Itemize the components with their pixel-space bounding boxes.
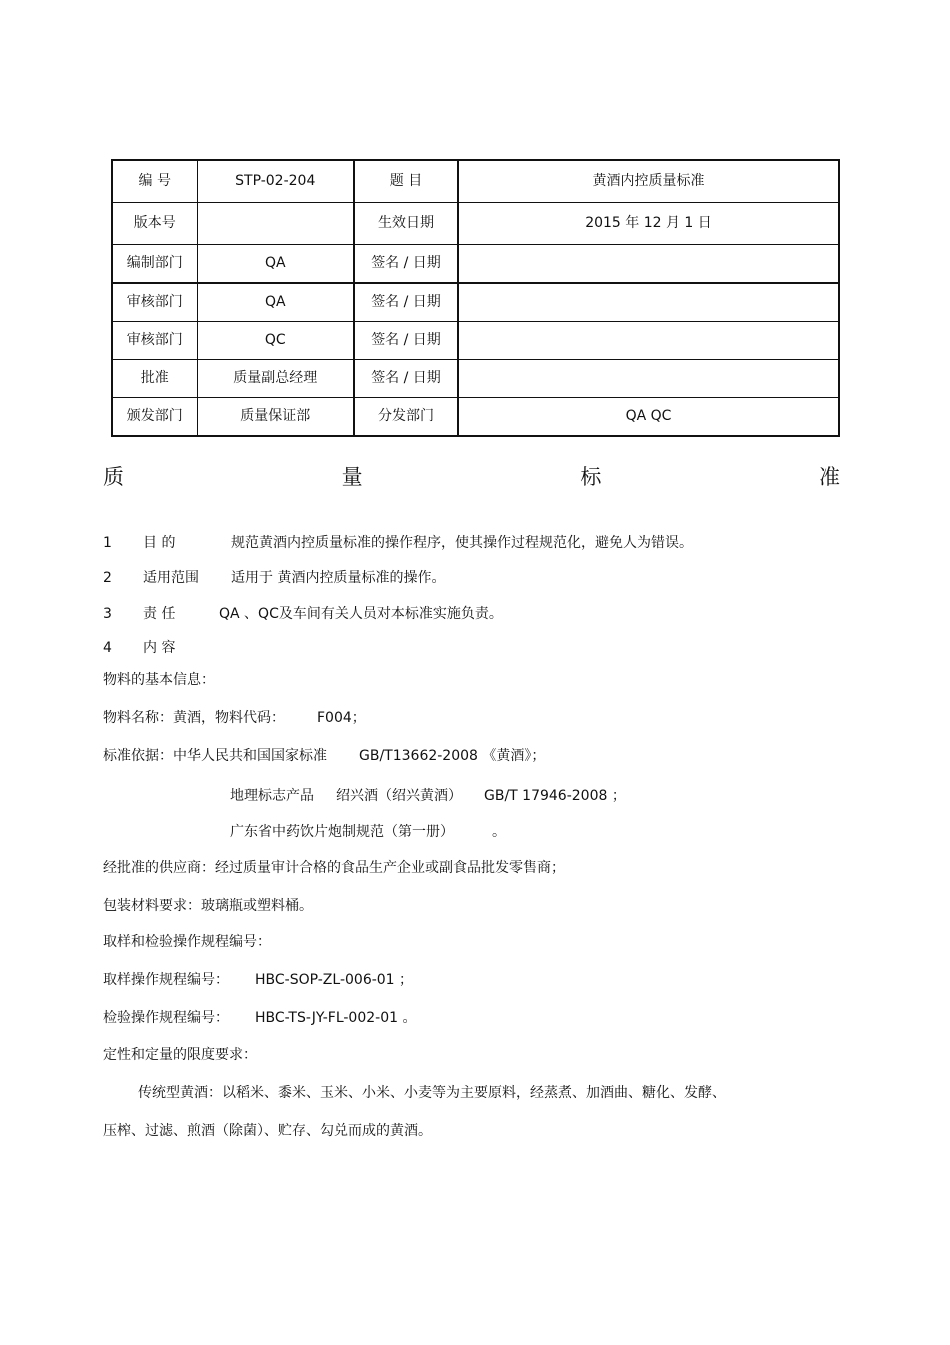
- table-row: [112, 322, 839, 360]
- value-issuing-dept: 质量保证部: [197, 398, 354, 437]
- standard-line: [103, 746, 545, 766]
- sampling-sop-line: [103, 970, 413, 990]
- section-purpose: [103, 533, 693, 553]
- material-line: [103, 708, 366, 728]
- limit-heading: 定性和定量的限度要求：: [103, 1047, 257, 1063]
- table-row: [112, 360, 839, 398]
- geo-gb: GB/T 17946-2008 ；: [484, 788, 626, 804]
- section-number: 3: [103, 606, 112, 622]
- section-content: [103, 638, 175, 658]
- document-header-table: [111, 159, 840, 437]
- value-number: STP-02-204: [197, 160, 354, 203]
- label-prepared-dept: 编制部门: [112, 245, 197, 284]
- label-review-dept: 审核部门: [112, 322, 197, 360]
- section-number: 4: [103, 640, 112, 656]
- section-responsibility: [103, 604, 503, 624]
- table-row: [112, 283, 839, 322]
- section-number: 1: [103, 535, 112, 551]
- testing-code: HBC-TS-JY-FL-002-01 。: [255, 1010, 417, 1026]
- label-distribution-dept: 分发部门: [354, 398, 458, 437]
- title-char: 质: [103, 465, 124, 489]
- testing-sop-line: [103, 1008, 416, 1028]
- value-signature-date: [458, 322, 839, 360]
- section-heading: 适用范围: [143, 570, 199, 586]
- label-number: 编 号: [112, 160, 197, 203]
- label-subject: 题 目: [354, 160, 458, 203]
- table-row: [112, 398, 839, 437]
- geo-name: 绍兴酒（绍兴黄酒）: [336, 788, 462, 804]
- section-number: 2: [103, 570, 112, 586]
- section-heading: 责 任: [143, 606, 176, 622]
- section-text: QA 、QC及车间有关人员对本标准实施负责。: [219, 606, 503, 622]
- guangdong-end: 。: [492, 824, 506, 840]
- sampling-label: 取样操作规程编号：: [103, 972, 229, 988]
- standard-gb: GB/T13662-2008 《黄酒》；: [359, 748, 546, 764]
- title-char: 量: [341, 465, 363, 489]
- label-signature-date: 签名 / 日期: [354, 322, 458, 360]
- traditional-paragraph-line1: 传统型黄酒：以稻米、黍米、玉米、小米、小麦等为主要原料，经蒸煮、加酒曲、糖化、发酵、: [138, 1085, 726, 1101]
- material-code: F004；: [317, 710, 366, 726]
- value-distribution-dept: QA QC: [458, 398, 839, 437]
- title-char: 标: [580, 465, 602, 489]
- value-signature-date: [458, 245, 839, 284]
- table-row: [112, 245, 839, 284]
- section-heading: 内 容: [143, 640, 176, 656]
- sop-heading: 取样和检验操作规程编号：: [103, 934, 271, 950]
- value-subject: 黄酒内控质量标准: [458, 160, 839, 203]
- value-signature-date: [458, 360, 839, 398]
- standard-label: 标准依据：中华人民共和国国家标准: [103, 748, 327, 764]
- packaging-line: 包装材料要求：玻璃瓶或塑料桶。: [103, 898, 313, 914]
- value-signature-date: [458, 283, 839, 322]
- value-review-dept: QA: [197, 283, 354, 322]
- label-effective-date: 生效日期: [354, 203, 458, 245]
- label-issuing-dept: 颁发部门: [112, 398, 197, 437]
- sampling-code: HBC-SOP-ZL-006-01 ；: [255, 972, 414, 988]
- guangdong-standard-line: [230, 822, 506, 842]
- basic-info-heading: 物料的基本信息：: [103, 672, 215, 688]
- label-signature-date: 签名 / 日期: [354, 245, 458, 284]
- value-review-dept: QC: [197, 322, 354, 360]
- table-row: [112, 203, 839, 245]
- label-signature-date: 签名 / 日期: [354, 360, 458, 398]
- section-text: 适用于 黄酒内控质量标准的操作。: [231, 570, 446, 586]
- label-review-dept: 审核部门: [112, 283, 197, 322]
- section-scope: [103, 568, 445, 588]
- value-approval: 质量副总经理: [197, 360, 354, 398]
- table-row: [112, 160, 839, 203]
- label-version: 版本号: [112, 203, 197, 245]
- label-signature-date: 签名 / 日期: [354, 283, 458, 322]
- testing-label: 检验操作规程编号：: [103, 1010, 229, 1026]
- title-char: 准: [818, 465, 840, 489]
- section-text: 规范黄酒内控质量标准的操作程序，使其操作过程规范化，避免人为错误。: [231, 535, 693, 551]
- value-version: [197, 203, 354, 245]
- geo-label: 地理标志产品: [230, 788, 314, 804]
- label-approval: 批准: [112, 360, 197, 398]
- geo-standard-line: [230, 786, 626, 806]
- value-prepared-dept: QA: [197, 245, 354, 284]
- traditional-paragraph-line2: 压榨、过滤、煎酒（除菌）、贮存、勾兑而成的黄酒。: [103, 1123, 432, 1139]
- section-heading: 目 的: [143, 535, 176, 551]
- value-effective-date: 2015 年 12 月 1 日: [458, 203, 839, 245]
- material-name-text: 物料名称：黄酒，物料代码：: [103, 710, 285, 726]
- guangdong-text: 广东省中药饮片炮制规范（第一册）: [230, 824, 454, 840]
- supplier-line: 经批准的供应商：经过质量审计合格的食品生产企业或副食品批发零售商；: [103, 860, 565, 876]
- document-title: [103, 462, 840, 492]
